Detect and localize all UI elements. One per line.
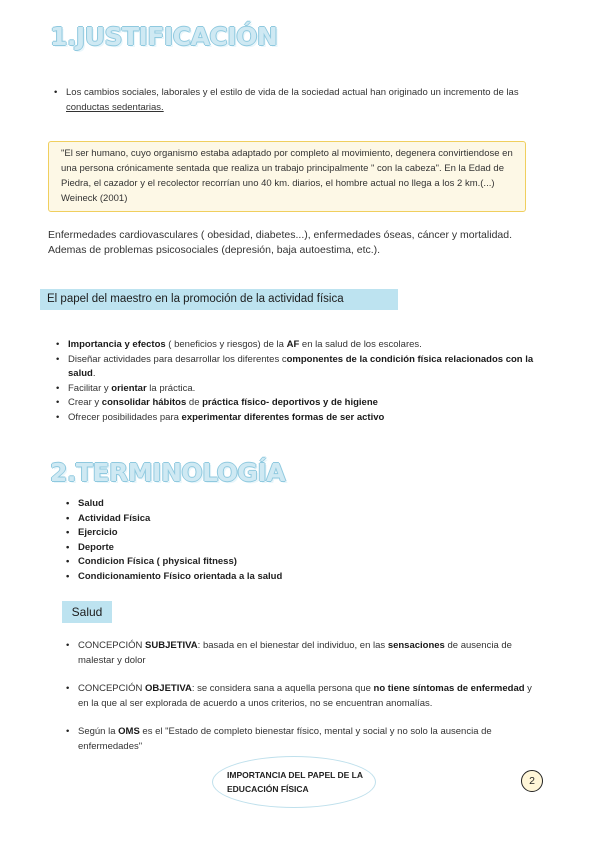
term-item: • Salud [66, 497, 282, 512]
list-item: • CONCEPCIÓN SUBJETIVA: basada en el bienestar del individuo, en las sensaciones de ausencia de malestar y dolor [66, 639, 536, 668]
footer-title [212, 756, 376, 808]
footer-line-1: IMPORTANCIA DEL PAPEL DE LA [227, 770, 364, 780]
list-item: • Crear y consolidar hábitos de práctica físico- deportivos y de higiene [56, 396, 536, 411]
list-item: • Diseñar actividades para desarrollar los diferentes componentes de la condición física relacionados con la salud. [56, 353, 536, 382]
section-title-justificacion: 1.JUSTIFICACIÓN [50, 22, 278, 51]
teacher-role-banner: El papel del maestro en la promoción de la actividad física [40, 289, 398, 310]
weineck-quote: "El ser humano, cuyo organismo estaba adaptado por completo al movimiento, degenera convirtiendose en una persona crónicamente sentada que realiza un trabajo principalmente " con la cabeza". En la Edad de Piedra, el cazador y el recolector recorrían uno 40 km. diarios, el hombre actual no llega a los 2 km.(...) Weineck (2001) [48, 141, 526, 212]
teacher-role-list [56, 338, 536, 425]
list-item: • Según la OMS es el "Estado de completo bienestar físico, mental y social y no solo la ausencia de enfermedades" [66, 725, 536, 754]
terms-list [66, 497, 282, 585]
intro-bullet [54, 86, 544, 115]
list-item: • Ofrecer posibilidades para experimentar diferentes formas de ser activo [56, 411, 536, 426]
list-item: • Importancia y efectos ( beneficios y riesgos) de la AF en la salud de los escolares. [56, 338, 536, 353]
list-item: • Facilitar y orientar la práctica. [56, 382, 536, 397]
term-item: • Ejercicio [66, 526, 282, 541]
salud-list-oms [66, 725, 536, 754]
salud-heading: Salud [62, 601, 112, 623]
term-item: • Deporte [66, 541, 282, 556]
salud-list-subjective [66, 639, 536, 668]
sedentary-link: conductas sedentarias. [66, 101, 164, 113]
list-item: • CONCEPCIÓN OBJETIVA: se considera sana a aquella persona que no tiene síntomas de enfermedad y en la que al ser explorada de acuerdo a unos criterios, no se encuentran anomalías. [66, 682, 536, 711]
footer-line-2: EDUCACIÓN FÍSICA [227, 783, 309, 794]
term-item: • Condicion Física ( physical fitness) [66, 555, 282, 570]
term-item: • Actividad Física [66, 512, 282, 527]
section-title-terminologia: 2.TERMINOLOGÍA [50, 458, 286, 487]
page-number: 2 [521, 770, 543, 792]
term-item: • Condicionamiento Físico orientada a la salud [66, 570, 282, 585]
diseases-paragraph: Enfermedades cardiovasculares ( obesidad, diabetes...), enfermedades óseas, cáncer y mortalidad. Ademas de problemas psicosociales (depresión, baja autoestima, etc.). [48, 229, 512, 256]
intro-text: Los cambios sociales, laborales y el estilo de vida de la sociedad actual han originado un incremento de las [66, 87, 519, 98]
salud-list-objective [66, 682, 536, 711]
